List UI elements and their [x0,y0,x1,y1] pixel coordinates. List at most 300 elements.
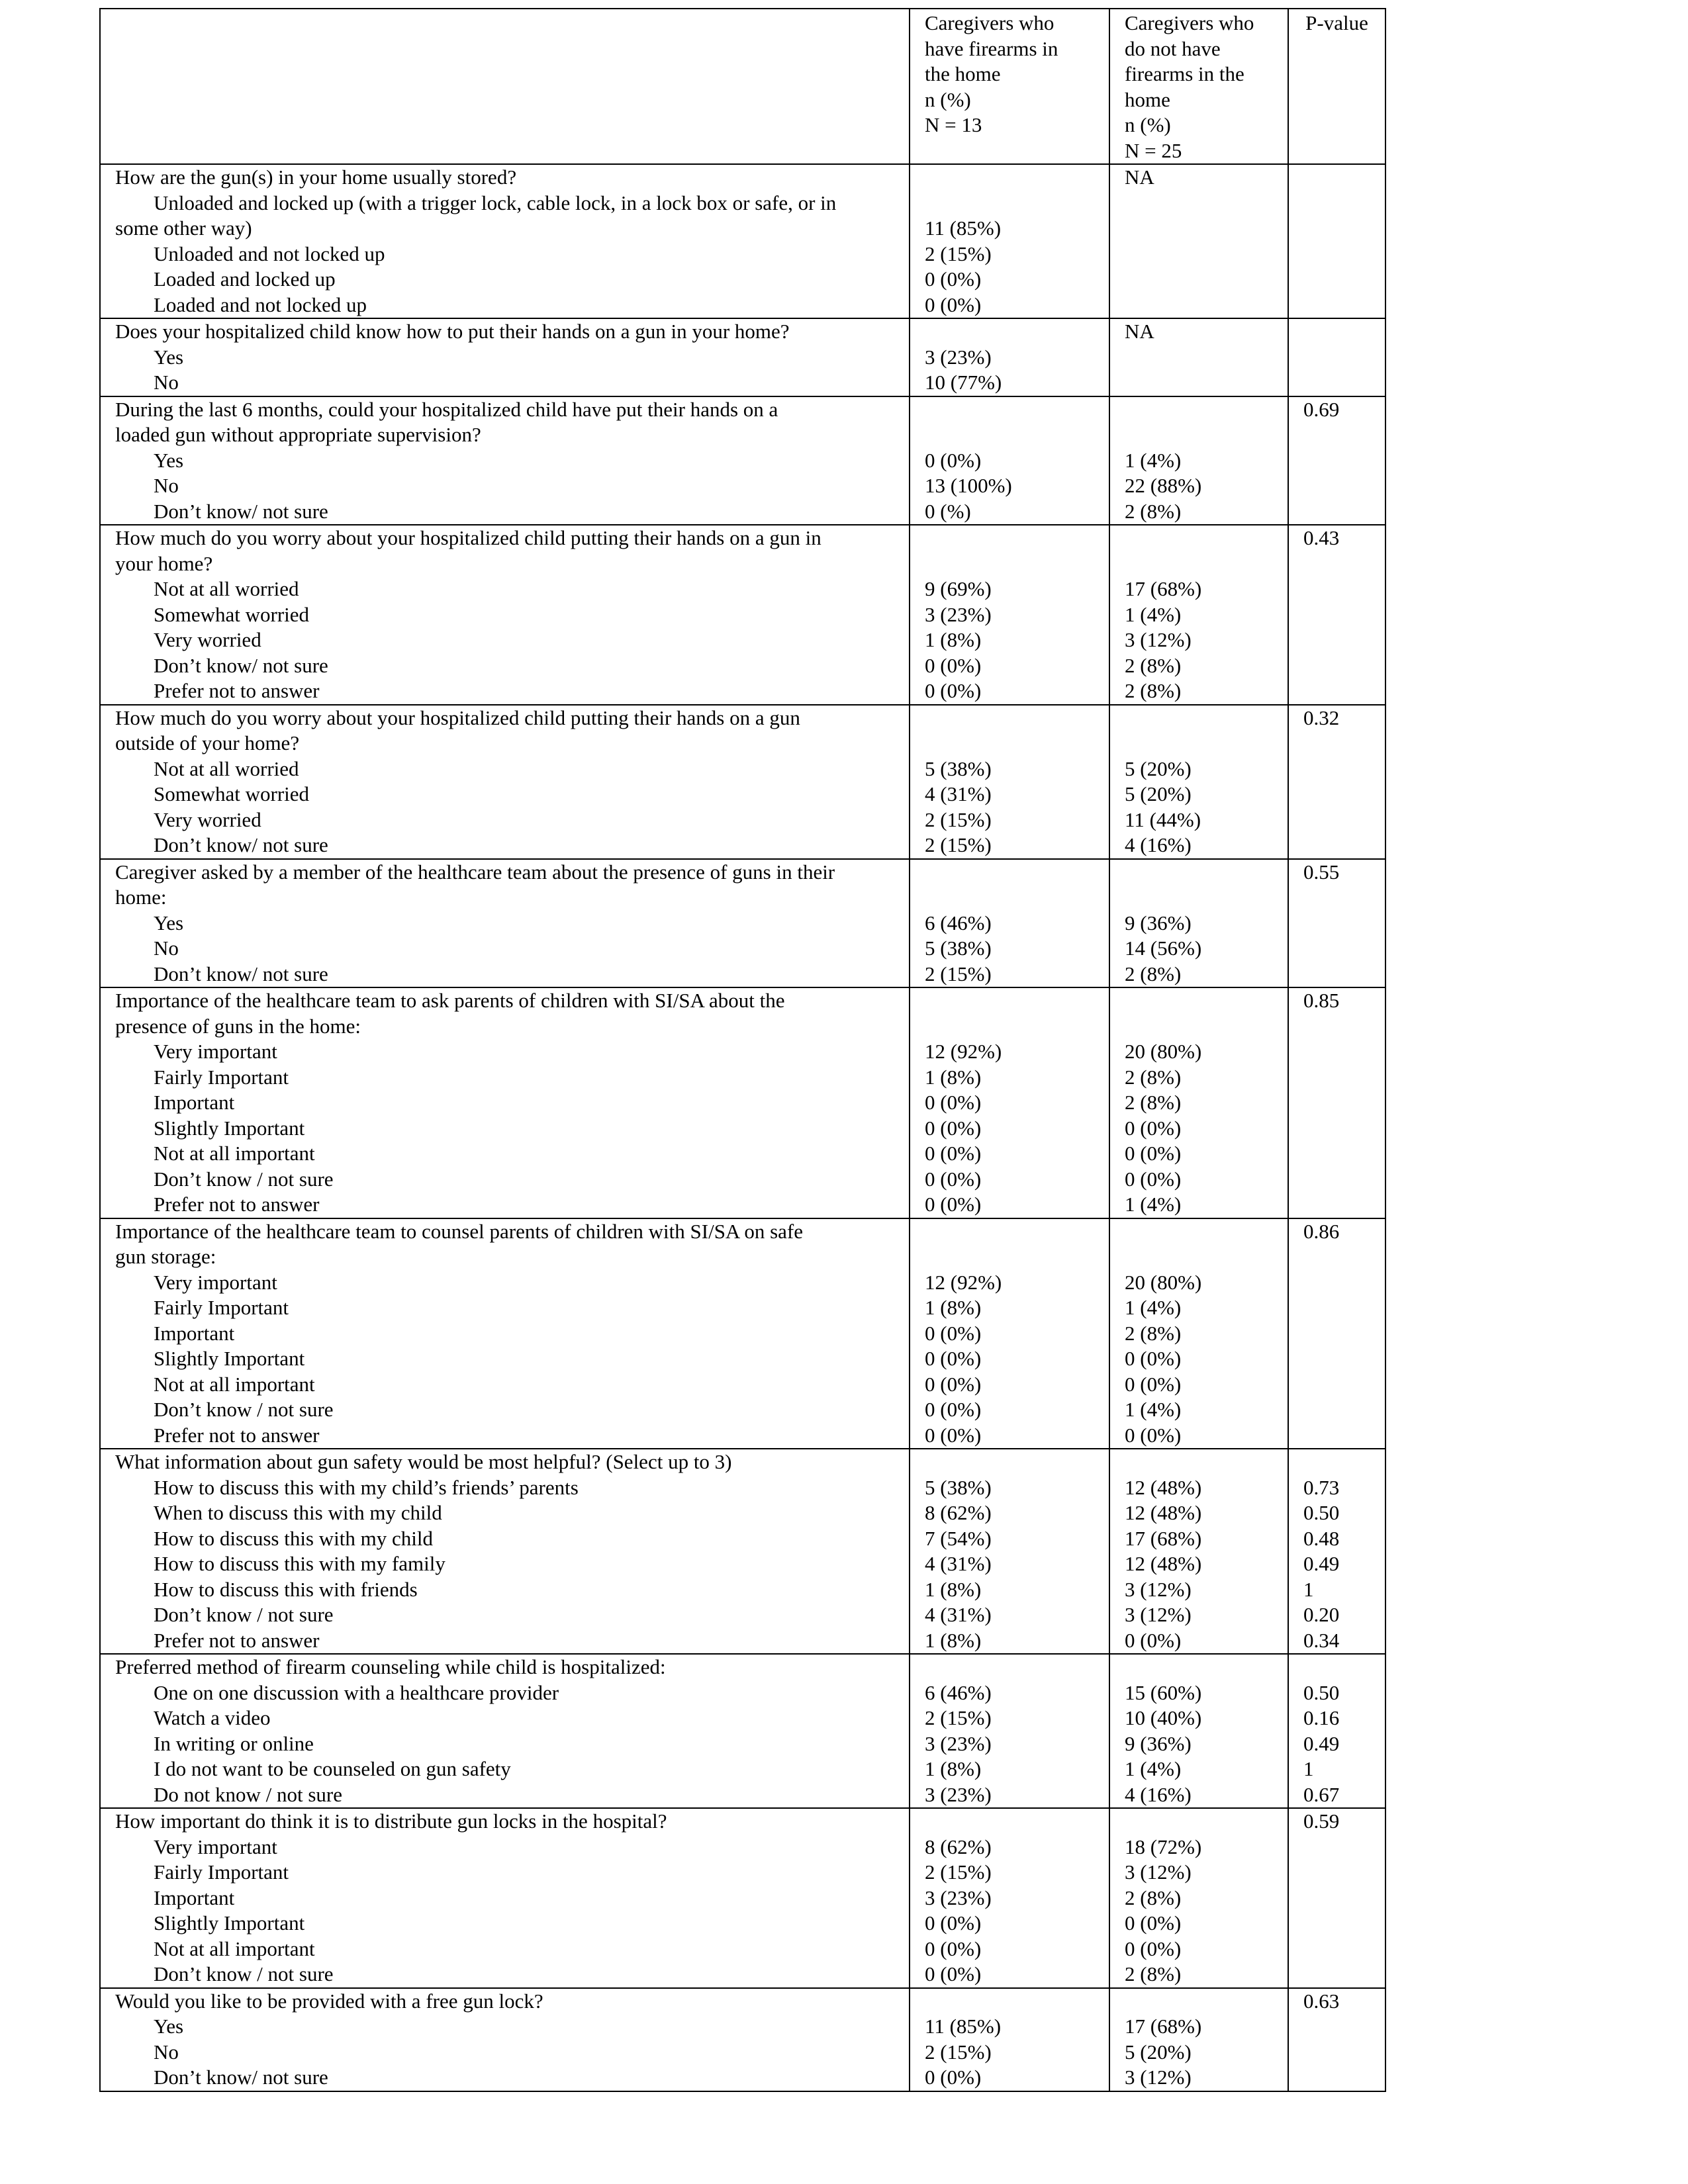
question-cell [100,1808,910,1988]
without-firearms-value: 18 (72%) [1125,1835,1202,1858]
question-text: Does your hospitalized child know how to put their hands on a gun in your home? [115,320,790,343]
question-text: Importance of the healthcare team to counsel parents of children with SI/SA on safe [115,1219,804,1243]
with-firearms-value: 13 (100%) [925,474,1012,497]
with-firearms-cell [910,318,1109,396]
header-without-firearms [1109,9,1288,164]
option-label: Prefer not to answer [154,1628,320,1652]
without-firearms-value: 2 (8%) [1125,653,1182,677]
option-label: Don’t know / not sure [154,1962,334,1985]
option-label: Watch a video [154,1706,271,1729]
p-value-cell [1288,1449,1385,1654]
option-label: Very important [154,1835,277,1858]
option-p-value [1303,653,1385,679]
question-without-firearms-value [1125,397,1288,423]
with-firearms-cell [910,1449,1109,1654]
option-p-value [1303,1886,1385,1911]
with-firearms-value: 0 (0%) [925,1193,982,1216]
option-p-value [1303,1192,1385,1218]
question-cell [100,705,910,859]
with-firearms-value: 3 (23%) [925,1782,992,1806]
with-firearms-cell [910,1218,1109,1449]
question-p-value: 0.63 [1303,1989,1340,2013]
p-value-cell [1288,1654,1385,1808]
with-firearms-value: 0 (0%) [925,1423,982,1447]
without-firearms-value: 12 (48%) [1125,1475,1202,1499]
without-firearms-value: 3 (12%) [1125,2066,1192,2089]
with-firearms-value: 1 (8%) [925,1296,982,1319]
question-cell [100,1654,910,1808]
spacer [1303,1244,1385,1270]
without-firearms-value [1125,345,1288,371]
option-label: In writing or online [154,1731,314,1755]
without-firearms-cell [1109,525,1288,705]
option-label: Fairly Important [154,1296,289,1319]
spacer [1303,731,1385,756]
spacer [925,551,1109,577]
spacer [925,1244,1109,1270]
section-row [100,1449,1385,1654]
with-firearms-value: 3 (23%) [925,602,992,626]
with-firearms-value: 8 (62%) [925,1501,992,1524]
option-p-value [1303,807,1385,833]
with-firearms-cell [910,164,1109,318]
without-firearms-value: 12 (48%) [1125,1552,1202,1575]
with-firearms-value: 8 (62%) [925,1835,992,1858]
option-p-value [1303,267,1385,293]
with-firearms-value: 0 (0%) [925,1116,982,1140]
with-firearms-value: 6 (46%) [925,1680,992,1704]
spacer [1303,191,1385,216]
option-p-value: 1 [1303,1577,1314,1601]
option-label: Don’t know / not sure [154,1167,334,1191]
question-without-firearms-value [1125,988,1288,1014]
option-p-value [1303,1065,1385,1091]
question-p-value: 0.55 [1303,860,1340,884]
question-without-firearms-value [1125,1989,1288,2015]
p-value-cell [1288,525,1385,705]
with-firearms-value: 0 (0%) [925,679,982,702]
header-empty-cell [100,9,910,164]
header-with-firearms-line: Caregivers who [925,11,1055,34]
survey-results-table [99,8,1386,2092]
p-value-cell [1288,705,1385,859]
with-firearms-value: 1 (8%) [925,1065,982,1089]
option-label: Slightly Important [154,1347,305,1370]
question-without-firearms-value [1125,1809,1288,1835]
without-firearms-value: 2 (8%) [1125,1065,1182,1089]
option-p-value [1303,1039,1385,1065]
option-p-value [1303,242,1385,267]
with-firearms-value: 0 (0%) [925,1142,982,1165]
without-firearms-value: 1 (4%) [1125,1757,1182,1780]
p-value-cell [1288,164,1385,318]
spacer [1125,731,1288,756]
with-firearms-cell [910,525,1109,705]
option-label: Don’t know / not sure [154,1603,334,1626]
with-firearms-value: 2 (15%) [925,962,992,985]
with-firearms-cell [910,987,1109,1218]
option-label: Loaded and not locked up [154,293,367,316]
option-label: Slightly Important [154,1116,305,1140]
without-firearms-value: 11 (44%) [1125,807,1201,831]
with-firearms-cell [910,1654,1109,1808]
section-row [100,1808,1385,1988]
without-firearms-cell [1109,1218,1288,1449]
option-label: Very important [154,1270,277,1294]
question-p-value: 0.59 [1303,1809,1340,1833]
without-firearms-value: 0 (0%) [1125,1372,1182,1396]
without-firearms-cell [1109,705,1288,859]
option-label: Somewhat worried [154,782,310,805]
option-p-value [1303,576,1385,602]
with-firearms-value: 2 (15%) [925,833,992,856]
without-firearms-value: 22 (88%) [1125,474,1202,497]
with-firearms-value: 0 (0%) [925,2066,982,2089]
without-firearms-value: 1 (4%) [1125,1193,1182,1216]
without-firearms-value: 2 (8%) [1125,499,1182,523]
p-value-cell [1288,1988,1385,2091]
option-p-value [1303,1116,1385,1142]
option-p-value [1303,1835,1385,1860]
question-text: your home? [115,551,213,575]
with-firearms-value: 0 (0%) [925,1091,982,1114]
without-firearms-value: 2 (8%) [1125,1321,1182,1345]
section-row [100,859,1385,988]
without-firearms-value: 17 (68%) [1125,2015,1202,2038]
with-firearms-value: 3 (23%) [925,345,992,369]
option-label: Important [154,1091,235,1114]
option-label: Not at all important [154,1372,315,1396]
with-firearms-value: 11 (85%) [925,2015,1002,2038]
question-p-value: 0.86 [1303,1219,1340,1243]
option-p-value [1303,345,1385,371]
option-p-value [1303,1397,1385,1423]
question-with-firearms-value [925,705,1109,731]
without-firearms-value: 17 (68%) [1125,577,1202,600]
table-body [100,9,1385,2091]
option-p-value [1303,2040,1385,2066]
question-with-firearms-value [925,1655,1109,1680]
option-label: Important [154,1886,235,1909]
question-cell [100,525,910,705]
with-firearms-value: 0 (0%) [925,1167,982,1191]
question-text: How much do you worry about your hospitalized child putting their hands on a gun [115,705,800,729]
p-value-cell [1288,396,1385,525]
without-firearms-value: 0 (0%) [1125,1142,1182,1165]
without-firearms-value: 2 (8%) [1125,962,1182,985]
option-p-value [1303,911,1385,936]
option-label: Not at all worried [154,577,299,600]
option-p-value [1303,293,1385,318]
option-p-value [1303,756,1385,782]
question-text: presence of guns in the home: [115,1014,361,1038]
spacer [925,731,1109,756]
option-label: Do not know / not sure [154,1782,343,1806]
without-firearms-value: 4 (16%) [1125,833,1192,856]
option-label: No [154,474,179,497]
option-label: When to discuss this with my child [154,1501,442,1524]
question-text: home: [115,886,167,909]
option-label: One on one discussion with a healthcare provider [154,1680,559,1704]
without-firearms-cell [1109,859,1288,988]
question-cell [100,859,910,988]
option-p-value [1303,627,1385,653]
section-row [100,164,1385,318]
section-row [100,987,1385,1218]
header-with-firearms-line: N = 13 [925,113,982,136]
option-label: Slightly Important [154,1911,305,1934]
option-label: Not at all important [154,1936,315,1960]
with-firearms-cell [910,705,1109,859]
header-row [100,9,1385,164]
with-firearms-value: 12 (92%) [925,1270,1002,1294]
option-label: I do not want to be counseled on gun safety [154,1757,511,1780]
option-label: Very worried [154,628,261,651]
option-p-value [1303,1321,1385,1347]
without-firearms-value: 3 (12%) [1125,1860,1192,1884]
question-cell [100,396,910,525]
without-firearms-value: 2 (8%) [1125,1091,1182,1114]
option-label: Yes [154,345,184,369]
option-label: Yes [154,448,184,472]
header-p-value-label: P-value [1305,11,1368,34]
section-row [100,525,1385,705]
with-firearms-value: 4 (31%) [925,782,992,805]
header-without-firearms-line: N = 25 [1125,138,1182,162]
question-without-firearms-value [1125,705,1288,731]
question-p-value [1303,1655,1385,1680]
p-value-cell [1288,318,1385,396]
without-firearms-value: 0 (0%) [1125,1628,1182,1652]
question-p-value: 0.69 [1303,397,1340,421]
question-without-firearms-value [1125,860,1288,886]
with-firearms-value: 0 (0%) [925,653,982,677]
without-firearms-value [1125,267,1288,293]
question-with-firearms-value [925,397,1109,423]
option-p-value [1303,782,1385,807]
without-firearms-cell [1109,1449,1288,1654]
without-firearms-value: 5 (20%) [1125,756,1192,780]
option-p-value [1303,1860,1385,1886]
with-firearms-value: 5 (38%) [925,936,992,960]
option-label: Fairly Important [154,1065,289,1089]
spacer [1125,422,1288,448]
option-p-value [1303,473,1385,499]
question-text: During the last 6 months, could your hospitalized child have put their hands on a [115,397,778,421]
with-firearms-cell [910,859,1109,988]
with-firearms-value: 6 (46%) [925,911,992,934]
header-with-firearms-line: the home [925,62,1001,85]
option-label: Very important [154,1040,277,1063]
option-label: Loaded and locked up [154,267,336,291]
section-row [100,1654,1385,1808]
option-p-value: 0.73 [1303,1475,1340,1499]
without-firearms-value [1125,293,1288,318]
option-label: Don’t know / not sure [154,1398,334,1421]
option-label: No [154,936,179,960]
spacer [925,1014,1109,1040]
question-cell [100,1449,910,1654]
option-label: Somewhat worried [154,602,310,626]
option-p-value: 0.20 [1303,1603,1340,1626]
with-firearms-value: 10 (77%) [925,371,1002,394]
header-without-firearms-line: n (%) [1125,113,1171,136]
header-without-firearms-line: Caregivers who [1125,11,1254,34]
question-cell [100,1988,910,2091]
with-firearms-value: 0 (0%) [925,1398,982,1421]
option-label: Yes [154,911,184,934]
with-firearms-value: 4 (31%) [925,1552,992,1575]
question-cell [100,164,910,318]
question-text: gun storage: [115,1245,216,1268]
without-firearms-value: 1 (4%) [1125,602,1182,626]
without-firearms-value: 20 (80%) [1125,1040,1202,1063]
without-firearms-value: 10 (40%) [1125,1706,1202,1729]
with-firearms-value: 1 (8%) [925,1757,982,1780]
without-firearms-cell [1109,1988,1288,2091]
option-label: Yes [154,2015,184,2038]
option-p-value [1303,602,1385,628]
option-p-value [1303,936,1385,962]
question-p-value [1303,1449,1385,1475]
without-firearms-cell [1109,1808,1288,1988]
option-label: No [154,2040,179,2064]
question-without-firearms-value [1125,525,1288,551]
with-firearms-value: 2 (15%) [925,807,992,831]
option-p-value [1303,499,1385,525]
with-firearms-value: 0 (0%) [925,1372,982,1396]
option-p-value [1303,1423,1385,1449]
without-firearms-value: 12 (48%) [1125,1501,1202,1524]
section-row [100,1988,1385,2091]
option-p-value: 0.50 [1303,1501,1340,1524]
without-firearms-cell [1109,318,1288,396]
without-firearms-value: 3 (12%) [1125,628,1192,651]
without-firearms-value: 15 (60%) [1125,1680,1202,1704]
question-text: loaded gun without appropriate supervision? [115,423,481,446]
question-without-firearms-value: NA [1125,165,1154,189]
question-with-firearms-value [925,1989,1109,2015]
option-p-value [1303,216,1385,242]
spacer [1303,1014,1385,1040]
header-without-firearms-line: home [1125,87,1170,111]
option-p-value [1303,448,1385,474]
header-p-value [1288,9,1385,164]
question-p-value [1303,319,1385,345]
question-text: How are the gun(s) in your home usually stored? [115,165,517,189]
with-firearms-value: 2 (15%) [925,2040,992,2064]
header-with-firearms [910,9,1109,164]
with-firearms-value: 0 (0%) [925,1911,982,1934]
without-firearms-value: 5 (20%) [1125,782,1192,805]
with-firearms-value: 0 (0%) [925,267,982,291]
option-p-value: 1 [1303,1757,1314,1780]
with-firearms-value: 1 (8%) [925,628,982,651]
with-firearms-value: 2 (15%) [925,1706,992,1729]
question-text: Caregiver asked by a member of the healthcare team about the presence of guns in their [115,860,835,884]
with-firearms-value: 12 (92%) [925,1040,1002,1063]
question-without-firearms-value: NA [1125,320,1154,343]
option-label: Very worried [154,807,261,831]
with-firearms-cell [910,1988,1109,2091]
without-firearms-cell [1109,987,1288,1218]
option-p-value [1303,1346,1385,1372]
without-firearms-value: 5 (20%) [1125,2040,1192,2064]
without-firearms-value: 3 (12%) [1125,1577,1192,1601]
without-firearms-value: 1 (4%) [1125,1398,1182,1421]
spacer [1303,885,1385,911]
section-row [100,396,1385,525]
question-with-firearms-value [925,1219,1109,1245]
without-firearms-value [1125,242,1288,267]
option-label: Prefer not to answer [154,1423,320,1447]
option-p-value [1303,962,1385,987]
with-firearms-value: 2 (15%) [925,242,992,265]
question-without-firearms-value [1125,1655,1288,1680]
question-with-firearms-value [925,525,1109,551]
without-firearms-value: 0 (0%) [1125,1911,1182,1934]
p-value-cell [1288,1218,1385,1449]
spacer [1125,1014,1288,1040]
without-firearms-value: 1 (4%) [1125,1296,1182,1319]
question-text: Importance of the healthcare team to ask parents of children with SI/SA about the [115,989,785,1012]
without-firearms-value: 1 (4%) [1125,448,1182,472]
without-firearms-value: 17 (68%) [1125,1526,1202,1550]
without-firearms-value: 3 (12%) [1125,1603,1192,1626]
without-firearms-value: 14 (56%) [1125,936,1202,960]
spacer [925,885,1109,911]
option-label: How to discuss this with my family [154,1552,445,1575]
question-with-firearms-value [925,1809,1109,1835]
spacer [1125,1244,1288,1270]
header-without-firearms-line: do not have [1125,36,1221,60]
with-firearms-value: 0 (0%) [925,1936,982,1960]
with-firearms-value: 4 (31%) [925,1603,992,1626]
without-firearms-value: 9 (36%) [1125,1731,1192,1755]
question-cell [100,1218,910,1449]
without-firearms-value: 20 (80%) [1125,1270,1202,1294]
option-label: Not at all important [154,1142,315,1165]
option-label: Not at all worried [154,756,299,780]
without-firearms-value: 9 (36%) [1125,911,1192,934]
option-label: No [154,371,179,394]
question-with-firearms-value [925,988,1109,1014]
without-firearms-value: 0 (0%) [1125,1116,1182,1140]
without-firearms-value: 0 (0%) [1125,1936,1182,1960]
option-p-value [1303,1936,1385,1962]
question-with-firearms-value [925,319,1109,345]
with-firearms-value: 5 (38%) [925,1475,992,1499]
without-firearms-value: 4 (16%) [1125,1782,1192,1806]
with-firearms-value: 1 (8%) [925,1628,982,1652]
header-with-firearms-line: have firearms in [925,36,1058,60]
without-firearms-value [1125,370,1288,396]
question-text: Would you like to be provided with a free gun lock? [115,1989,543,2013]
question-without-firearms-value [1125,1449,1288,1475]
header-without-firearms-line: firearms in the [1125,62,1244,85]
question-text: What information about gun safety would be most helpful? (Select up to 3) [115,1450,732,1473]
question-cell [100,318,910,396]
option-p-value [1303,1141,1385,1167]
option-label: Don’t know/ not sure [154,499,328,523]
spacer [1125,885,1288,911]
spacer [1125,551,1288,577]
option-p-value [1303,2014,1385,2040]
option-p-value: 0.50 [1303,1680,1340,1704]
option-label: Prefer not to answer [154,679,320,702]
spacer [1125,191,1288,216]
p-value-cell [1288,1808,1385,1988]
